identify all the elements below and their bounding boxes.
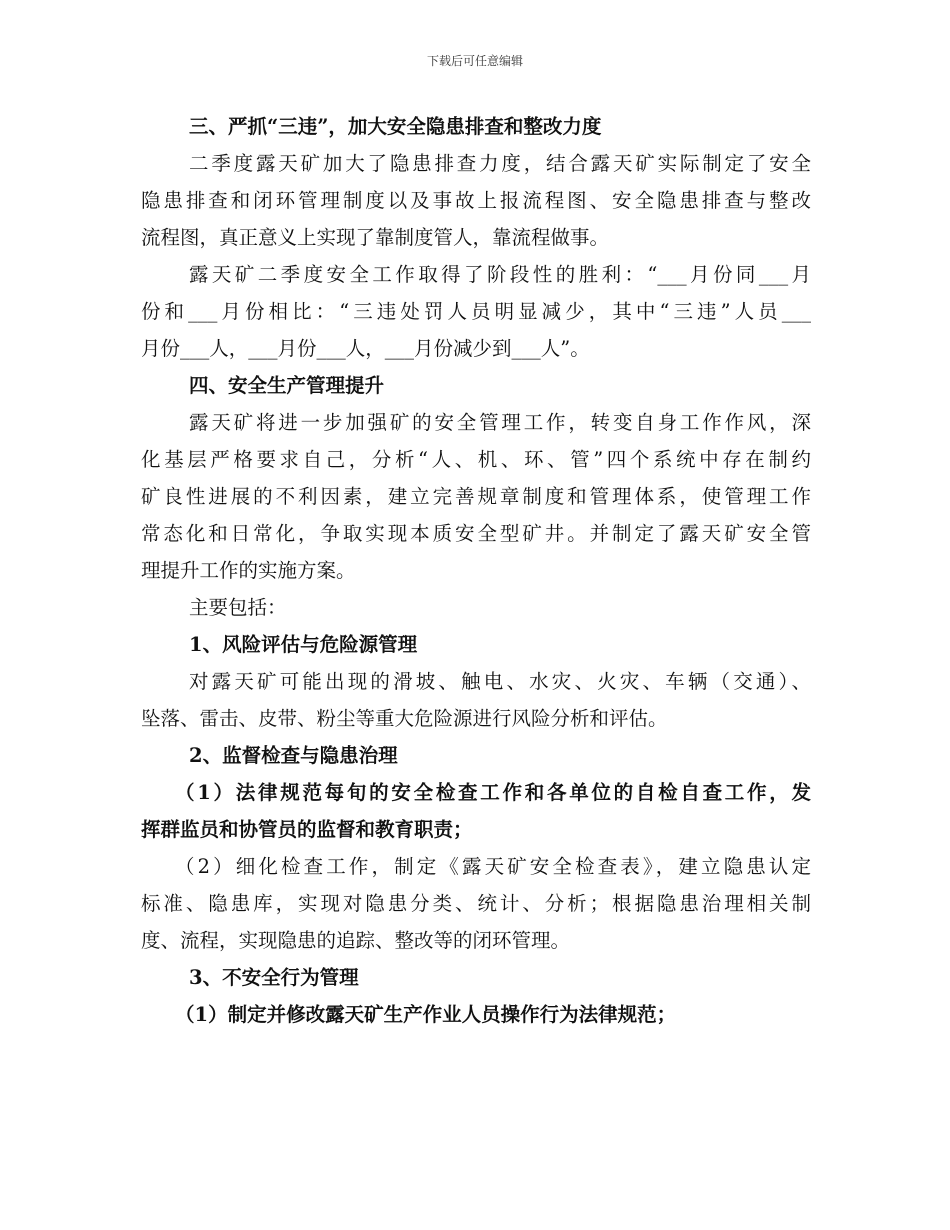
paragraph-line: （1）制定并修改露天矿生产作业人员操作行为法律规范； bbox=[175, 1003, 677, 1026]
subsection-heading-2: 2、监督检查与隐患治理 bbox=[189, 744, 398, 767]
paragraph-line: 露天矿将进一步加强矿的安全管理工作，转变自身工作作风，深 bbox=[189, 411, 811, 434]
paragraph-line: （1）法律规范每旬的安全检查工作和各单位的自检自查工作，发 bbox=[175, 781, 811, 804]
paragraph-line: 流程图，真正意义上实现了靠制度管人，靠流程做事。 bbox=[141, 226, 610, 249]
subsection-heading-1: 1、风险评估与危险源管理 bbox=[189, 633, 418, 656]
paragraph-line: 露天矿二季度安全工作取得了阶段性的胜利：“___月份同___月 bbox=[189, 263, 811, 286]
paragraph-line: 矿良性进展的不利因素，建立完善规章制度和管理体系，使管理工作 bbox=[141, 485, 811, 508]
paragraph-line: 标准、隐患库，实现对隐患分类、统计、分析；根据隐患治理相关制 bbox=[141, 892, 811, 915]
paragraph-line: 挥群监员和协管员的监督和教育职责； bbox=[141, 818, 473, 841]
paragraph-line: 主要包括： bbox=[189, 596, 287, 619]
paragraph-line: 月份___人，___月份___人，___月份减少到___人”。 bbox=[141, 337, 590, 360]
paragraph-line: 份和___月份相比：“三违处罚人员明显减少，其中“三违”人员___ bbox=[141, 300, 811, 323]
paragraph-line: 二季度露天矿加大了隐患排查力度，结合露天矿实际制定了安全 bbox=[189, 152, 811, 175]
paragraph-line: 化基层严格要求自己，分析“人、机、环、管”四个系统中存在制约 bbox=[141, 448, 811, 471]
paragraph-line: 坠落、雷击、皮带、粉尘等重大危险源进行风险分析和评估。 bbox=[141, 707, 668, 730]
section-heading-4: 四、安全生产管理提升 bbox=[189, 374, 385, 397]
paragraph-line: 常态化和日常化，争取实现本质安全型矿井。并制定了露天矿安全管 bbox=[141, 522, 811, 545]
paragraph-line: 理提升工作的实施方案。 bbox=[141, 559, 356, 582]
page-header: 下载后可任意编辑 bbox=[426, 54, 523, 68]
document-body bbox=[141, 108, 811, 1033]
section-heading-3: 三、严抓“三违”，加大安全隐患排查和整改力度 bbox=[189, 115, 602, 138]
subsection-heading-3: 3、不安全行为管理 bbox=[189, 966, 359, 989]
paragraph-line: 隐患排查和闭环管理制度以及事故上报流程图、安全隐患排查与整改 bbox=[141, 189, 811, 212]
paragraph-line: （2）细化检查工作，制定《露天矿安全检查表》，建立隐患认定 bbox=[175, 855, 811, 878]
paragraph-line: 对露天矿可能出现的滑坡、触电、水灾、火灾、车辆（交通）、 bbox=[189, 670, 811, 693]
paragraph-line: 度、流程，实现隐患的追踪、整改等的闭环管理。 bbox=[141, 929, 571, 952]
